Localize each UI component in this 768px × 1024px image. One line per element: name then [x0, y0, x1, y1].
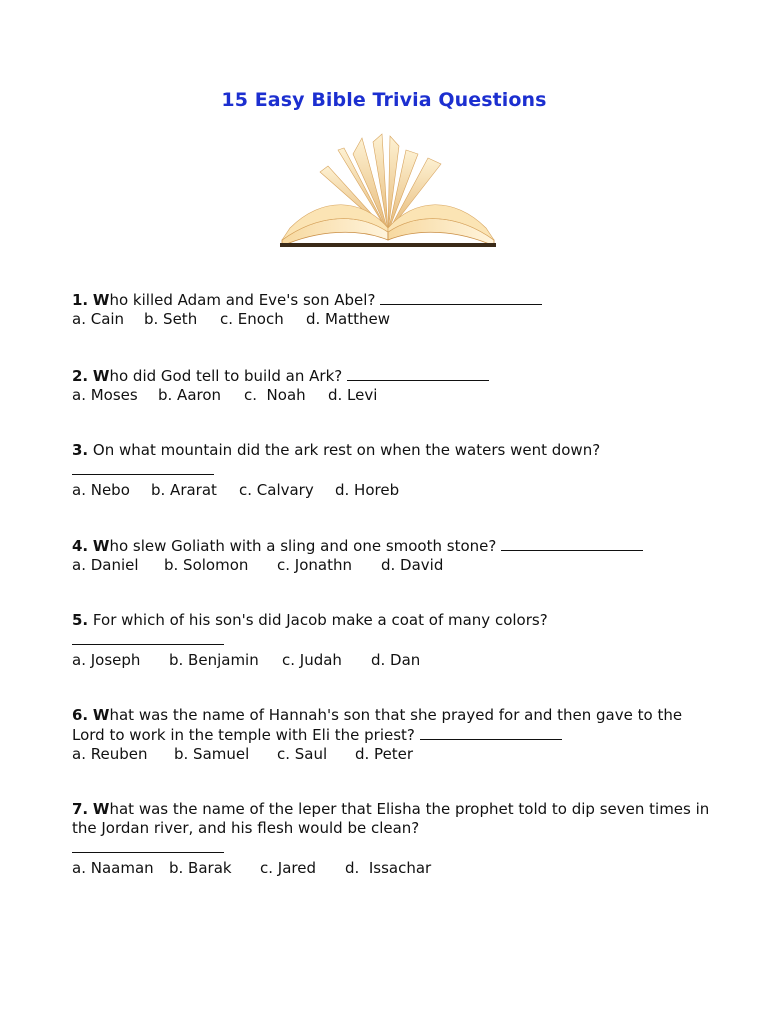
question-text: 5. For which of his son's did Jacob make a coat of many colors? — [72, 611, 548, 629]
answer-option: c. Jonathn — [277, 556, 352, 574]
question-text: 2. Who did God tell to build an Ark? — [72, 366, 712, 386]
answer-option: d. Matthew — [306, 310, 390, 328]
answer-option: c. Judah — [282, 651, 342, 669]
answer-option: b. Samuel — [174, 745, 250, 763]
answer-option: a. Joseph — [72, 651, 141, 669]
answer-option: b. Solomon — [164, 556, 249, 574]
answer-option: d. Horeb — [335, 481, 400, 499]
answer-option: c. Enoch — [220, 310, 284, 328]
question-4 — [72, 536, 712, 575]
answer-option: d. Dan — [371, 651, 421, 669]
answer-option: c. Jared — [260, 859, 316, 877]
question-1 — [72, 290, 712, 329]
answer-option: c. Saul — [277, 745, 328, 763]
answer-option: a. Moses — [72, 386, 138, 404]
answer-option: d. David — [381, 556, 444, 574]
question-text: 1. Who killed Adam and Eve's son Abel? — [72, 290, 712, 310]
answer-blank[interactable] — [72, 630, 224, 645]
answer-options — [72, 556, 712, 575]
question-text: 4. Who slew Goliath with a sling and one smooth stone? — [72, 536, 712, 556]
answer-blank[interactable] — [72, 460, 214, 475]
open-book-image — [278, 132, 498, 248]
question-5 — [72, 611, 712, 670]
answer-blank[interactable] — [347, 366, 489, 381]
answer-blank[interactable] — [501, 536, 643, 551]
answer-option: a. Daniel — [72, 556, 139, 574]
answer-options — [72, 481, 712, 500]
question-6 — [72, 706, 712, 764]
answer-option: a. Nebo — [72, 481, 130, 499]
question-text: 3. On what mountain did the ark rest on when the waters went down? — [72, 441, 601, 459]
answer-option: d. Levi — [328, 386, 378, 404]
question-7 — [72, 800, 715, 878]
answer-options — [72, 651, 712, 670]
page-title: 15 Easy Bible Trivia Questions — [221, 89, 547, 111]
answer-options — [72, 386, 712, 405]
answer-blank[interactable] — [380, 290, 542, 305]
answer-options — [72, 310, 712, 329]
question-text: 7. What was the name of the leper that Elisha the prophet told to dip seven times in the Jordan river, and his flesh would be clean? — [72, 800, 715, 837]
answer-option: a. Cain — [72, 310, 125, 328]
question-text: 6. What was the name of Hannah's son that she prayed for and then gave to the Lord to work in the temple with Eli the priest? — [72, 706, 687, 744]
answer-options — [72, 745, 712, 764]
answer-options — [72, 859, 712, 878]
answer-option: a. Reuben — [72, 745, 148, 763]
answer-option: d. Peter — [355, 745, 414, 763]
question-2 — [72, 366, 712, 405]
answer-option: b. Aaron — [158, 386, 222, 404]
answer-option: c. Calvary — [239, 481, 314, 499]
answer-option: b. Barak — [169, 859, 232, 877]
answer-option: b. Ararat — [151, 481, 217, 499]
answer-option: d. Issachar — [345, 859, 432, 877]
answer-option: a. Naaman — [72, 859, 154, 877]
answer-option: b. Seth — [144, 310, 198, 328]
answer-blank[interactable] — [420, 725, 562, 740]
question-3 — [72, 441, 712, 500]
answer-blank[interactable] — [72, 838, 224, 853]
answer-option: b. Benjamin — [169, 651, 259, 669]
answer-option: c. Noah — [244, 386, 306, 404]
